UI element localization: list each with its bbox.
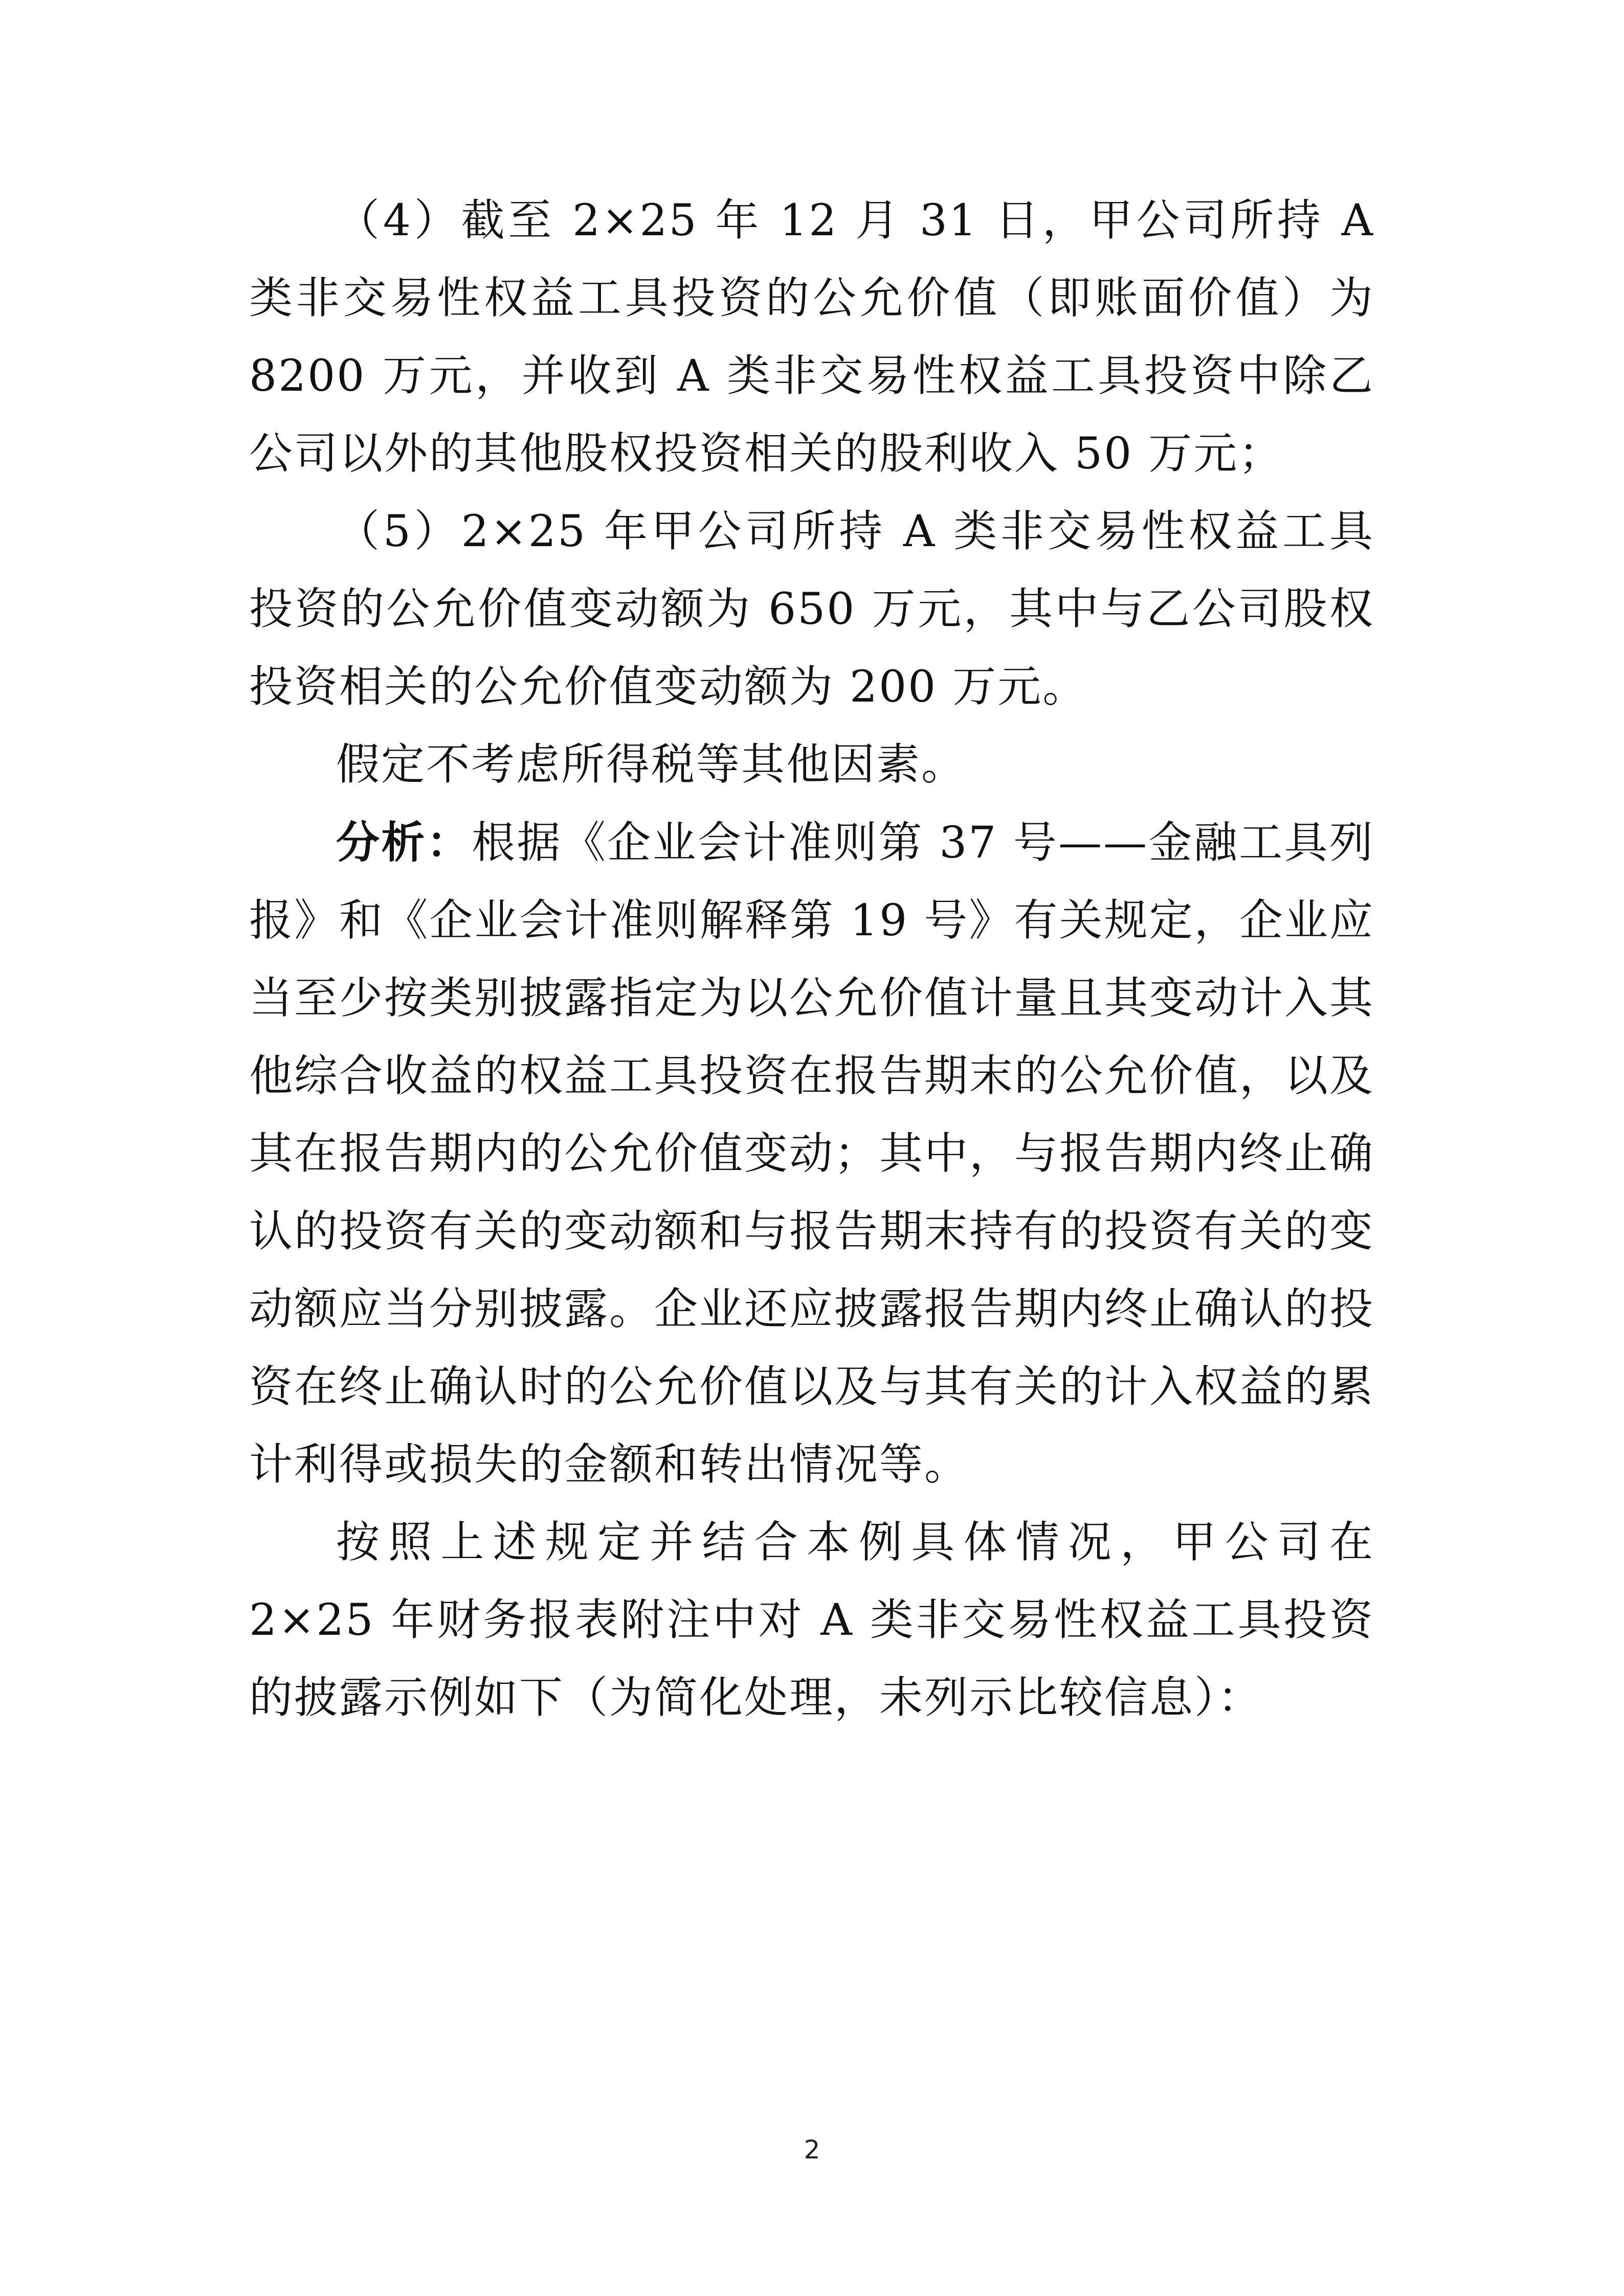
paragraph-item-5: （5）2×25 年甲公司所持 A 类非交易性权益工具投资的公允价值变动额为 650 万元，其中与乙公司股权投资相关的公允价值变动额为 200 万元。 xyxy=(249,506,1374,712)
analysis-text: 根据《企业会计准则第 37 号——金融工具列报》和《企业会计准则解释第 19 号》有关规定，企业应当至少按类别披露指定为以公允价值计量且其变动计入其他综合收益的权益工具投资在报告期末的公允价值，以及其在报告期内的公允价值变动；其中，与报告期内终止确认的投资有关的变动额和与报告期末持有的投资有关的变动额应当分别披露。企业还应披露报告期内终止确认的投资在终止确认时的公允价值以及与其有关的计入权益的累计利得或损失的金额和转出情况等。 xyxy=(249,818,1375,1490)
paragraph-item-4: （4）截至 2×25 年 12 月 31 日，甲公司所持 A 类非交易性权益工具投资的公允价值（即账面价值）为 8200 万元，并收到 A 类非交易性权益工具投资中除乙公司以外的其他股权投资相关的股利收入 50 万元； xyxy=(249,195,1374,479)
page-number: 2 xyxy=(804,2135,820,2165)
analysis-label: 分析： xyxy=(336,817,472,868)
document-body xyxy=(249,182,1374,1737)
paragraph-conclusion: 按照上述规定并结合本例具体情况，甲公司在 2×25 年财务报表附注中对 A 类非交易性权益工具投资的披露示例如下（为简化处理，未列示比较信息）： xyxy=(249,1517,1374,1723)
paragraph-analysis xyxy=(249,804,1374,1504)
paragraph-assumption: 假定不考虑所得税等其他因素。 xyxy=(336,739,967,790)
